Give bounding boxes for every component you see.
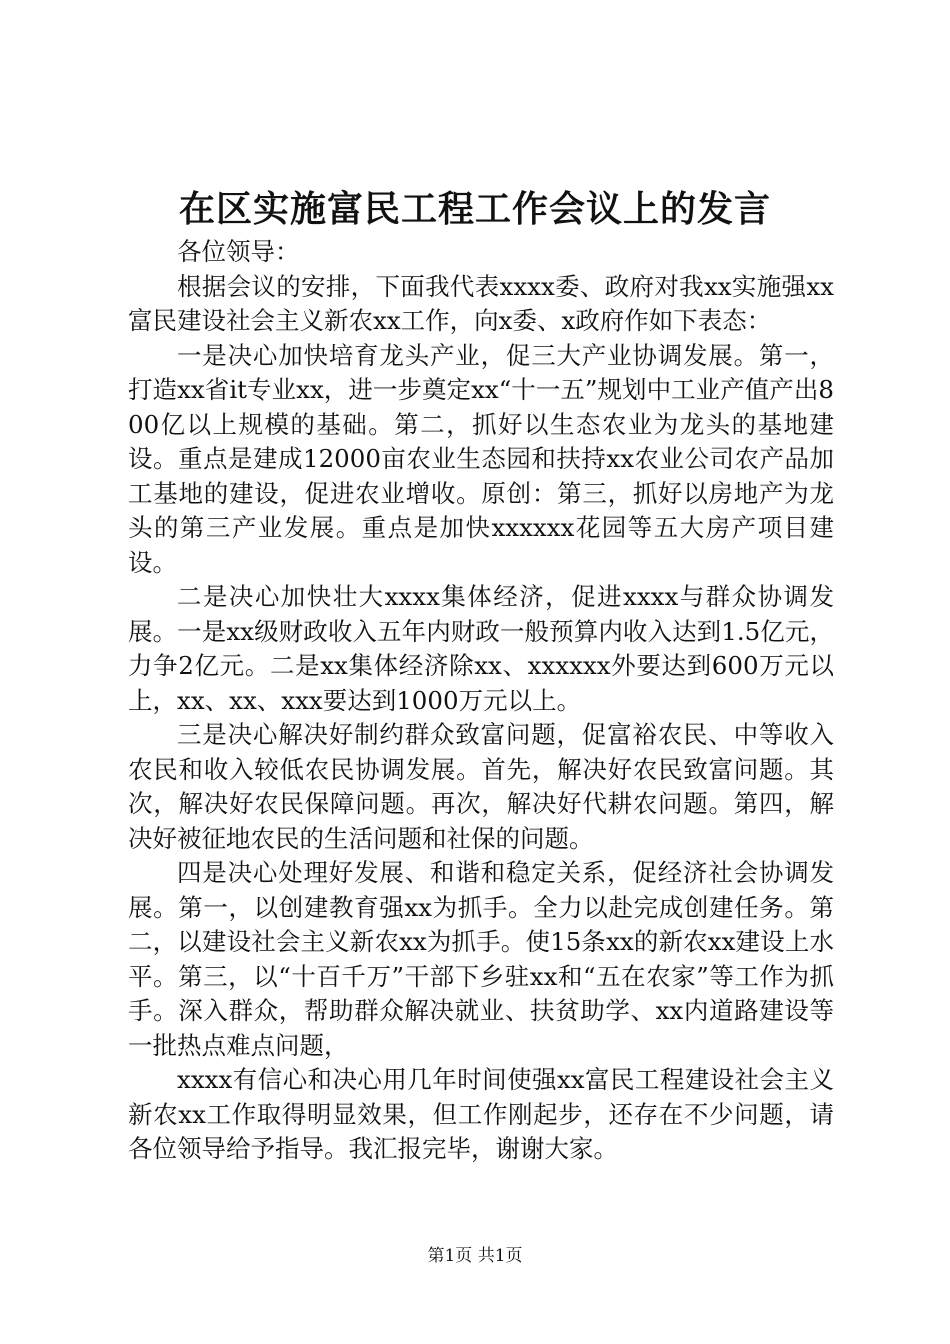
body-paragraph-1: 一是决心加快培育龙头产业，促三大产业协调发展。第一，打造xx省it专业xx，进一步奠定xx“十一五”规划中工业产值产出800亿以上规模的基础。第二，抓好以生态农业为龙头的基地建设。重点是建成12000亩农业生态园和扶持xx农业公司农产品加工基地的建设，促进农业增收。原创：第三，抓好以房地产为龙头的第三产业发展。重点是加快xxxxxx花园等五大房产项目建设。: [128, 340, 834, 577]
document-title: 在区实施富民工程工作会议上的发言: [178, 188, 771, 230]
page-footer: 第1页 共1页: [427, 1246, 523, 1266]
body-paragraph-3: 三是决心解决好制约群众致富问题，促富裕农民、中等收入农民和收入较低农民协调发展。首先，解决好农民致富问题。其次，解决好农民保障问题。再次，解决好代耕农问题。第四，解决好被征地农民的生活问题和社保的问题。: [128, 720, 834, 853]
intro-paragraph: 根据会议的安排，下面我代表xxxx委、政府对我xx实施强xx富民建设社会主义新农xx工作，向x委、x政府作如下表态：: [128, 271, 834, 335]
body-paragraph-2: 二是决心加快壮大xxxx集体经济，促进xxxx与群众协调发展。一是xx级财政收入五年内财政一般预算内收入达到1.5亿元，力争2亿元。二是xx集体经济除xx、xxxxxx外要达到600万元以上，xx、xx、xxx要达到1000万元以上。: [128, 582, 834, 715]
body-paragraph-4: 四是决心处理好发展、和谐和稳定关系，促经济社会协调发展。第一，以创建教育强xx为抓手。全力以赴完成创建任务。第二，以建设社会主义新农xx为抓手。使15条xx的新农xx建设上水平。第三，以“十百千万”干部下乡驻xx和“五在农家”等工作为抓手。深入群众，帮助群众解决就业、扶贫助学、xx内道路建设等一批热点难点问题，: [128, 858, 834, 1060]
salutation-paragraph: 各位领导：: [177, 237, 300, 266]
closing-paragraph: xxxx有信心和决心用几年时间使强xx富民工程建设社会主义新农xx工作取得明显效果，但工作刚起步，还存在不少问题，请各位领导给予指导。我汇报完毕，谢谢大家。: [128, 1065, 834, 1163]
document-body: [128, 235, 834, 1167]
